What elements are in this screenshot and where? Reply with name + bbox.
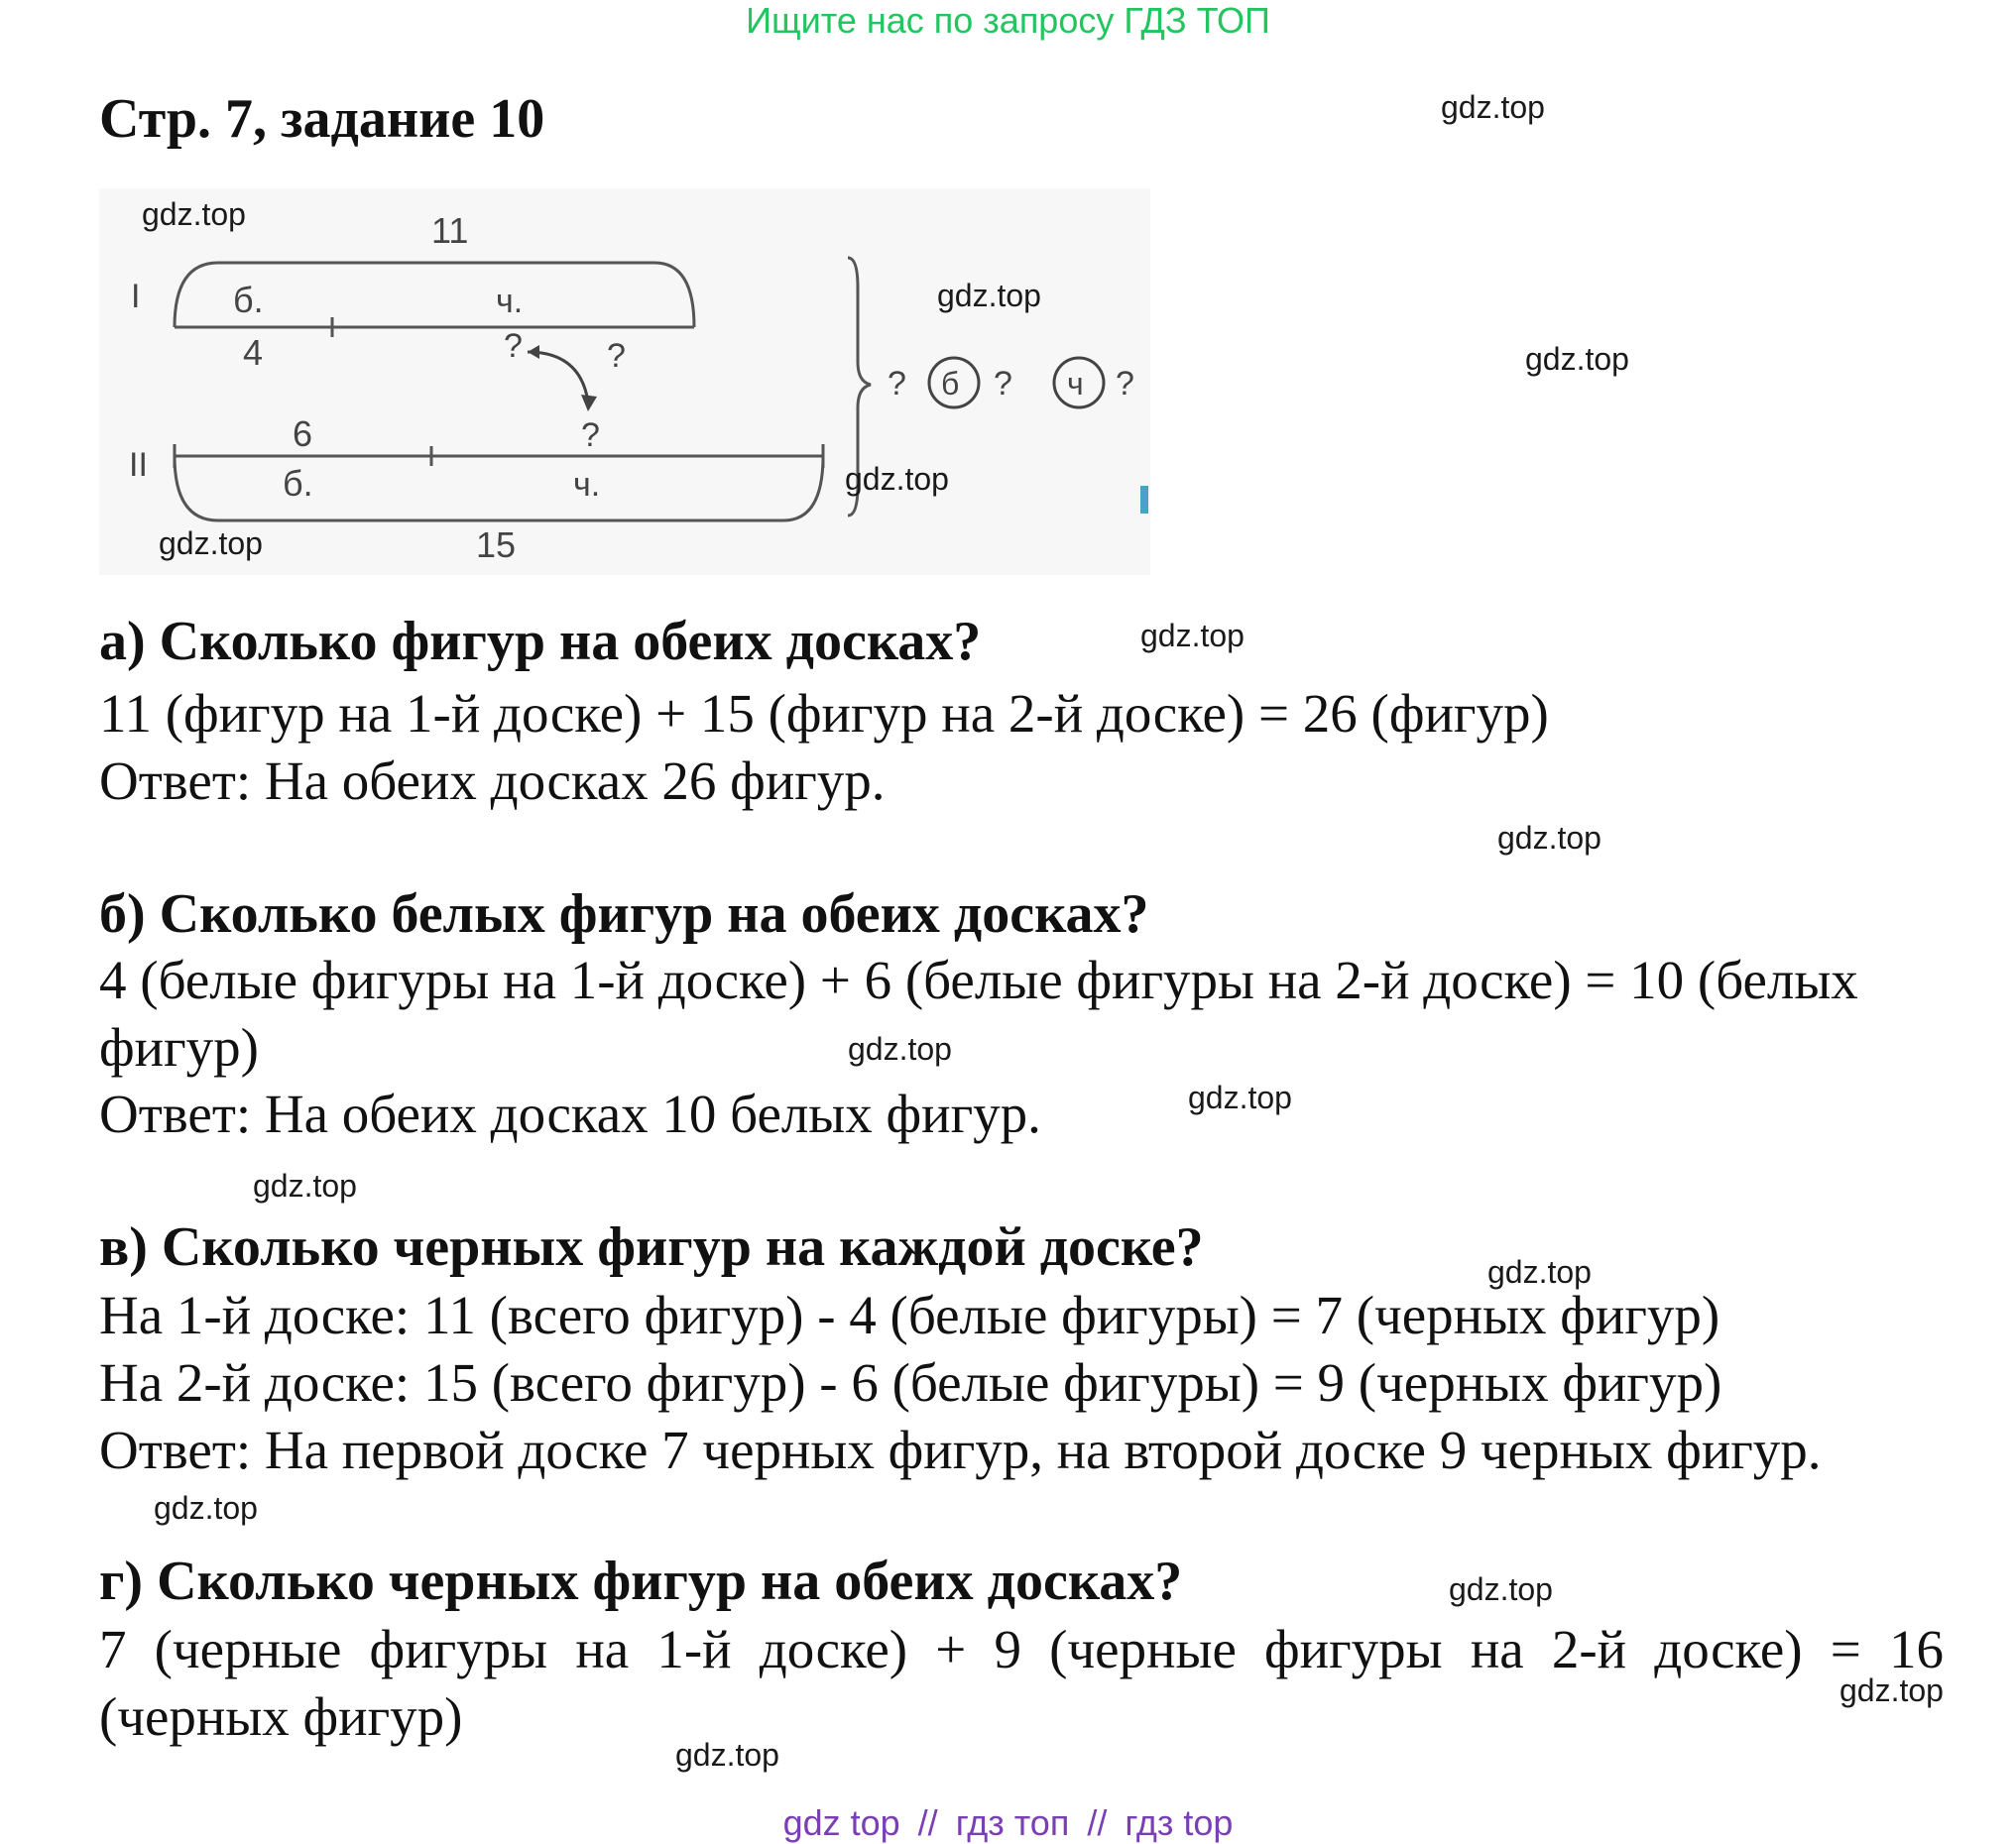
watermark: gdz.top bbox=[1140, 618, 1245, 653]
watermark: gdz.top bbox=[675, 1737, 779, 1773]
row1-white-label: б. bbox=[233, 280, 264, 320]
watermark: gdz.top bbox=[1188, 1080, 1292, 1115]
question-1: ? bbox=[888, 365, 906, 403]
watermark: gdz.top bbox=[142, 196, 246, 232]
watermark: gdz.top bbox=[1525, 341, 1629, 377]
question-2: ? bbox=[994, 365, 1012, 403]
text-a-answer: Ответ: На обеих досках 26 фигур. bbox=[99, 750, 886, 811]
svg-text:б: б bbox=[941, 366, 960, 402]
row1-black-label: ч. bbox=[496, 283, 524, 320]
heading-v: в) Сколько черных фигур на каждой доске? bbox=[99, 1216, 1204, 1278]
watermark: gdz.top bbox=[848, 1031, 952, 1067]
arrow-question: ? bbox=[607, 337, 626, 375]
top-banner: Ищите нас по запросу ГДЗ ТОП bbox=[746, 0, 1270, 41]
watermark: gdz.top bbox=[159, 525, 263, 561]
row2-white-label: б. bbox=[283, 463, 313, 504]
footer-links bbox=[0, 1802, 2016, 1844]
row2-total: 15 bbox=[476, 524, 517, 565]
text-v-line2: На 2-й доске: 15 (всего фигур) - 6 (белые фигуры) = 9 (черных фигур) bbox=[99, 1352, 1722, 1413]
watermark: gdz.top bbox=[1497, 820, 1601, 856]
footer-link-3[interactable]: гдз top bbox=[1125, 1802, 1234, 1843]
watermark: gdz.top bbox=[1839, 1672, 1944, 1708]
svg-text:ч: ч bbox=[1067, 366, 1084, 402]
heading-g: г) Сколько черных фигур на обеих досках? bbox=[99, 1551, 1183, 1612]
footer-separator: // bbox=[917, 1802, 938, 1843]
watermark: gdz.top bbox=[1449, 1571, 1553, 1607]
row1-black-value: ? bbox=[504, 327, 523, 365]
footer-link-1[interactable]: gdz top bbox=[782, 1802, 900, 1843]
text-v-line1: На 1-й доске: 11 (всего фигур) - 4 (белые фигуры) = 7 (черных фигур) bbox=[99, 1285, 1720, 1345]
watermark: gdz.top bbox=[845, 461, 949, 497]
text-g-line1: 7 (черные фигуры на 1-й доске) + 9 (черные фигуры на 2-й доске) = 16 (черных фигур) bbox=[99, 1619, 1944, 1747]
text-b-line1: 4 (белые фигуры на 1-й доске) + 6 (белые фигуры на 2-й доске) = 10 (белых фигур) bbox=[99, 950, 1858, 1078]
segment-diagram bbox=[99, 188, 1150, 575]
watermark: gdz.top bbox=[253, 1168, 357, 1204]
heading-b: б) Сколько белых фигур на обеих досках? bbox=[99, 883, 1149, 945]
heading-a: а) Сколько фигур на обеих досках? bbox=[99, 611, 982, 672]
row1-label: I bbox=[131, 278, 141, 315]
row1-total: 11 bbox=[431, 210, 469, 251]
page-title: Стр. 7, задание 10 bbox=[99, 88, 545, 150]
row2-label: II bbox=[129, 446, 148, 484]
footer-link-2[interactable]: гдз топ bbox=[955, 1802, 1070, 1843]
footer-separator: // bbox=[1087, 1802, 1108, 1843]
watermark: gdz.top bbox=[1487, 1254, 1592, 1290]
watermark: gdz.top bbox=[937, 278, 1041, 313]
text-b-answer: Ответ: На обеих досках 10 белых фигур. bbox=[99, 1084, 1041, 1144]
watermark: gdz.top bbox=[154, 1490, 258, 1526]
row1-white-value: 4 bbox=[243, 332, 264, 373]
text-v-answer: Ответ: На первой доске 7 черных фигур, на второй доске 9 черных фигур. bbox=[99, 1420, 1822, 1480]
row2-white-value: 6 bbox=[293, 413, 313, 454]
question-3: ? bbox=[1116, 365, 1134, 403]
row2-black-label: ч. bbox=[573, 466, 601, 504]
row2-black-value: ? bbox=[581, 416, 600, 454]
text-a-line1: 11 (фигур на 1-й доске) + 15 (фигур на 2-й доске) = 26 (фигур) bbox=[99, 683, 1549, 744]
watermark: gdz.top bbox=[1441, 89, 1545, 125]
